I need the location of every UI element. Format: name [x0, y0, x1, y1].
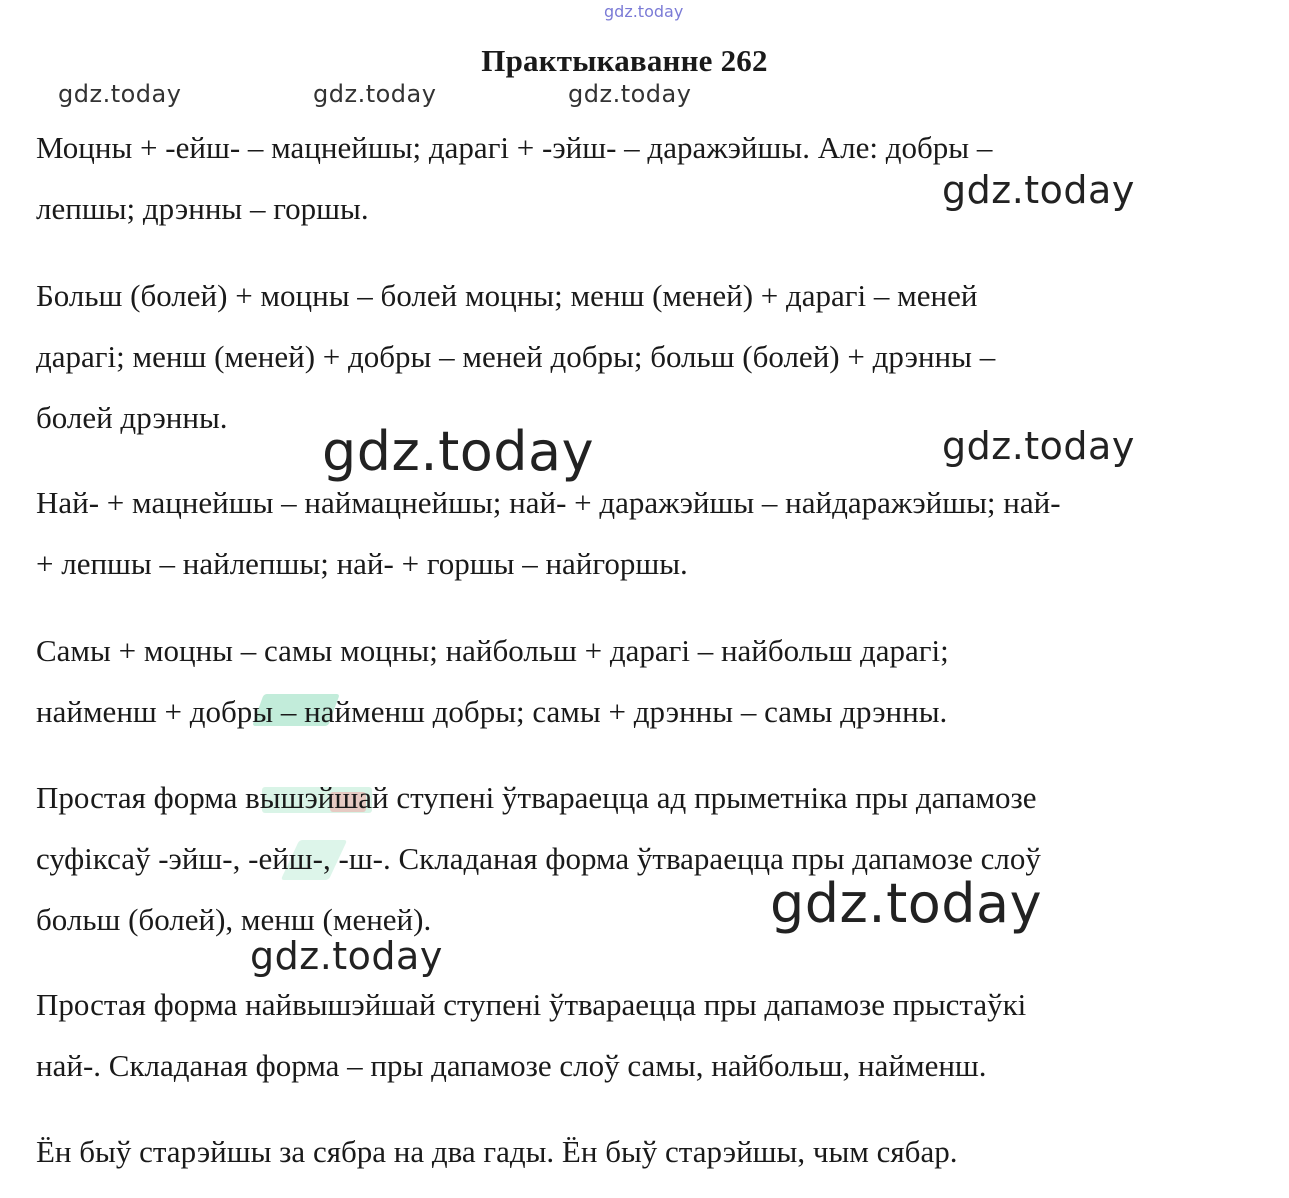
watermark: gdz.today: [313, 80, 437, 108]
watermark: gdz.today: [322, 420, 595, 483]
paragraph-7: Ён быў старэйшы за сябра на два гады. Ён быў старэйшы, чым сябар.: [36, 1134, 958, 1169]
paragraph-1: Моцны + -ейш- – мацнейшы; дарагі + -эйш- – даражэйшы. Але: добры – лепшы; дрэнны – горшы.: [36, 130, 993, 226]
paragraph-5: Простая форма вышэйшай ступені ўтвараецца ад прыметніка пры дапамозе суфіксаў -эйш-, -ейш-, -ш-. Складаная форма ўтвараецца пры дапамозе слоў больш (болей), менш (меней).: [36, 780, 1041, 937]
paragraph-6: Простая форма найвышэйшай ступені ўтвараецца пры дапамозе прыстаўкі най-. Складаная форма – пры дапамозе слоў самы, найбольш, найменш.: [36, 987, 1027, 1083]
page-title: Практыкаванне 262: [481, 43, 768, 78]
watermark: gdz.today: [250, 934, 443, 978]
watermark: gdz.today: [942, 424, 1135, 468]
paragraph-3: Най- + мацнейшы – наймацнейшы; най- + даражэйшы – найдаражэйшы; най- + лепшы – найлепшы; най- + горшы – найгоршы.: [36, 485, 1061, 581]
watermark: gdz.today: [770, 872, 1043, 935]
watermark-top: gdz.today: [604, 2, 684, 21]
watermark: gdz.today: [568, 80, 692, 108]
paragraph-4: Самы + моцны – самы моцны; найбольш + дарагі – найбольш дарагі; найменш + добры – найменш добры; самы + дрэнны – самы дрэнны.: [36, 633, 949, 729]
watermark: gdz.today: [942, 168, 1135, 212]
paragraph-2: Больш (болей) + моцны – болей моцны; менш (меней) + дарагі – меней дарагі; менш (меней) + добры – меней добры; больш (болей) + дрэнны – болей дрэнны.: [36, 278, 996, 435]
watermark: gdz.today: [58, 80, 182, 108]
